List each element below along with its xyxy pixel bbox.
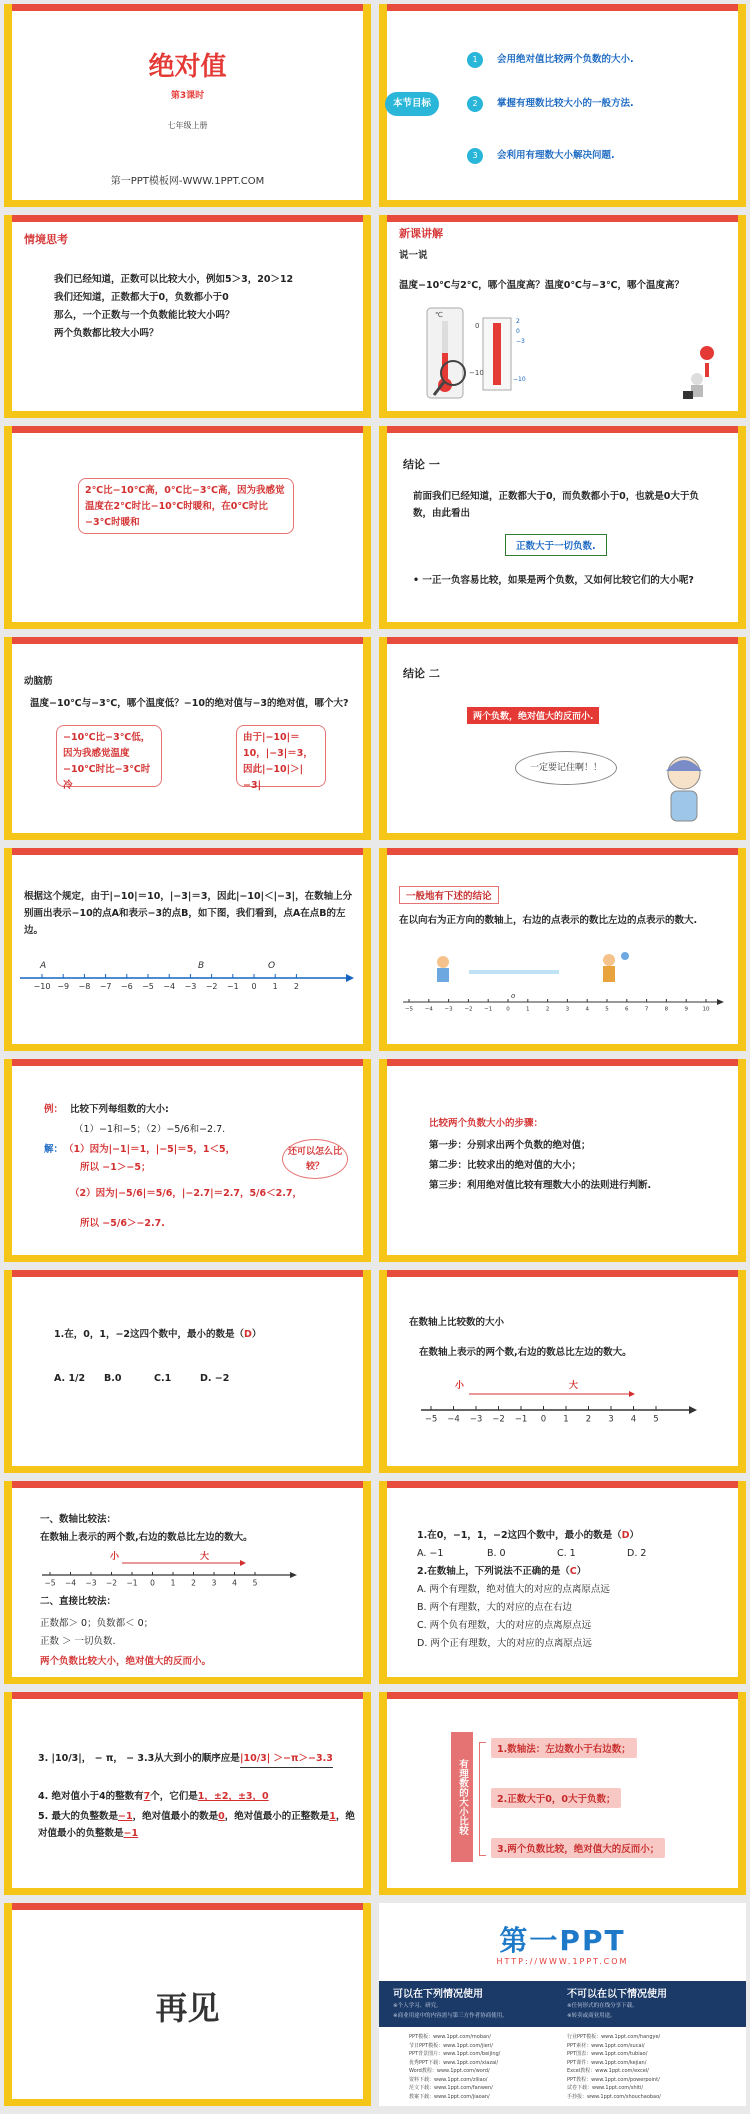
heading: 结论 二 (403, 667, 440, 680)
tick-label: 5 (653, 1414, 659, 1425)
method-text: 正数 ＞ 一切负数. (40, 1636, 116, 1647)
right-answer: 由于|−10|＝10，|−3|＝3，因此|−10|＞|−3| (236, 725, 326, 787)
slide-quiz-2[interactable] (379, 1481, 746, 1684)
can-use-item: ※商业用途中的内容需与第三方作者协商使用。 (393, 2013, 508, 2019)
tick-label: 2 (191, 1578, 196, 1588)
option[interactable]: D. 两个正有理数，大的对应的点离原点远 (417, 1638, 592, 1649)
thermo-right-label: −3 (516, 338, 525, 345)
thermometer-icon (419, 303, 529, 408)
option[interactable]: D. −2 (200, 1373, 230, 1384)
option[interactable]: A. 1/2 (54, 1373, 86, 1384)
answer: D (621, 1530, 630, 1541)
origin-label: o (511, 992, 516, 1000)
answer: −1 (118, 1811, 133, 1822)
tick-label: 1 (563, 1414, 569, 1425)
step: 第二步：比较求出的绝对值的大小； (429, 1160, 582, 1171)
line: 我们还知道，正数都大于0，负数都小于0 (54, 292, 229, 303)
can-use-item: ※个人学习、研究。 (393, 2003, 442, 2009)
left-answer: −10℃比−3℃低，因为我感觉温度−10℃时比−3℃时冷 (56, 725, 162, 787)
slide-summary[interactable] (379, 1692, 746, 1895)
tick-label: −7 (99, 982, 112, 991)
answer: −1 (123, 1828, 139, 1839)
tick-label: −4 (424, 1006, 433, 1013)
line: 两个负数都比较大小吗？ (54, 328, 159, 339)
tick-label: 5 (252, 1578, 258, 1588)
answer: 0 (218, 1811, 225, 1822)
tick-label: 9 (684, 1006, 688, 1013)
credit-link[interactable]: 教案下载：www.1ppt.com/jiaoan/ (409, 2093, 490, 2100)
slide-compare-on-line[interactable] (379, 1270, 746, 1473)
rule-tag: 两个负数，绝对值大的反而小. (467, 707, 599, 724)
slide-summary-methods[interactable] (4, 1481, 371, 1684)
option[interactable]: B. 0 (487, 1548, 506, 1559)
side-title: 有理数的大小比较 (451, 1732, 473, 1862)
heading: 情境思考 (24, 233, 68, 246)
method-heading: 二、直接比较法： (40, 1596, 117, 1607)
goal-badge: 3 (467, 148, 483, 164)
number-line (399, 992, 729, 1022)
source-text: 第一PPT模板网-WWW.1PPT.COM (110, 176, 265, 187)
text: 在数轴上表示的两个数,右边的数总比左边的数大。 (419, 1347, 632, 1358)
question: 5. 最大的负整数是−1，绝对值最小的数是0，绝对值最小的正整数是1，绝对值最小的负整数是−1 (38, 1811, 355, 1839)
slide-goodbye[interactable] (4, 1903, 371, 2106)
heading: 新课讲解 (399, 227, 443, 240)
slide-general-conclusion[interactable] (379, 848, 746, 1051)
goodbye-text: 再见 (155, 1989, 220, 2027)
number-line (419, 1376, 709, 1436)
tick-label: −2 (464, 1006, 473, 1013)
conclusion-tag: 一般地有下述的结论 (399, 886, 499, 904)
goal-badge: 2 (467, 96, 483, 112)
credit-link[interactable]: PPT素材：www.1ppt.com/sucai/ (567, 2042, 645, 2049)
tick-label: −4 (64, 1578, 77, 1588)
option[interactable]: C.1 (154, 1373, 172, 1384)
cannot-use-item: ※转卖或商业用途。 (567, 2013, 616, 2019)
lesson: 第3课时 (170, 91, 205, 101)
slide-steps[interactable] (379, 1059, 746, 1262)
tick-label: 5 (605, 1006, 609, 1013)
option[interactable]: B.0 (104, 1373, 122, 1384)
tick-label: 0 (506, 1006, 510, 1013)
tick-label: −3 (444, 1006, 453, 1013)
text: 根据这个规定，由于|−10|＝10，|−3|＝3，因此|−10|＜|−3|，在数轴上分别画出表示−10的点A和表示−3的点B，如下图，我们看到，点A在点B的左边。 (24, 891, 353, 936)
tick-label: 3 (565, 1006, 570, 1013)
slide-brainstorm[interactable] (4, 637, 371, 840)
slide-number-line-AB[interactable] (4, 848, 371, 1051)
slide-goals[interactable] (379, 4, 746, 207)
question: 4. 绝对值小于4的整数有7个，它们是1，±2，±3，0 (38, 1791, 269, 1802)
question: 温度−10℃与−3℃，哪个温度低？−10的绝对值与−3的绝对值，哪个大? (30, 698, 349, 709)
tick-label: −3 (469, 1414, 483, 1425)
slide-quiz-3[interactable] (4, 1692, 371, 1895)
heading: 比较两个负数大小的步骤： (429, 1118, 544, 1129)
question: 1.在，0，1，−2这四个数中，最小的数是（D） (54, 1329, 262, 1340)
heading: 结论 一 (403, 458, 440, 471)
boxed-conclusion: 正数大于一切负数. (505, 534, 607, 556)
credit-link[interactable]: 节日PPT模板：www.1ppt.com/jieri/ (409, 2042, 493, 2049)
option[interactable]: B. 两个有理数，大的对应的点在右边 (417, 1602, 573, 1613)
answer: 1，±2，±3，0 (197, 1791, 269, 1802)
remember-cloud: 一定要记住啊！！ (515, 751, 617, 785)
thermo-left-label: −10 (469, 369, 484, 377)
number-line (40, 1549, 300, 1593)
tick-label: 7 (644, 1006, 649, 1013)
tick-label: 1 (272, 982, 278, 991)
big-label: 大 (200, 1552, 210, 1562)
method-text: 正数都＞ 0；负数都＜ 0； (40, 1618, 154, 1629)
small-label: 小 (110, 1552, 120, 1562)
credit-link[interactable]: 行业PPT模板：www.1ppt.com/hangye/ (567, 2034, 661, 2040)
tick-label: −1 (484, 1006, 493, 1013)
links-left (409, 2033, 559, 2101)
line: 那么，一个正数与一个负数能比较大小吗？ (54, 310, 235, 321)
title: 绝对值 (148, 52, 227, 82)
tick-label: −8 (78, 982, 91, 991)
thermo-right-label: −10 (513, 376, 526, 383)
cannot-use-heading: 不可以在以下情况使用 (567, 1989, 667, 2000)
option[interactable]: C. 两个负有理数，大的对应的点离原点远 (417, 1620, 592, 1631)
slide-conclusion-1[interactable] (379, 426, 746, 629)
tick-label: −3 (85, 1578, 97, 1588)
bracket (479, 1742, 486, 1856)
thermo-left-label: 0 (475, 322, 480, 330)
tick-label: −2 (205, 982, 218, 991)
option[interactable]: A. 两个有理数，绝对值大的对应的点离原点远 (417, 1584, 610, 1595)
tick-label: −5 (404, 1006, 414, 1013)
answer-line: 所以 −5/6＞−2.7. (80, 1218, 165, 1229)
question: （1）−1和−5；（2）−5/6和−2.7. (74, 1124, 226, 1135)
slide-conclusion-2[interactable] (379, 637, 746, 840)
tick-label: 1 (170, 1578, 176, 1588)
slide-quiz-1[interactable] (4, 1270, 371, 1473)
goal-text: 会利用有理数大小解决问题. (497, 150, 615, 161)
goal-text: 掌握有理数比较大小的一般方法. (497, 98, 634, 109)
tick-label: −9 (57, 982, 70, 991)
summary-item: 1.数轴法：左边数小于右边数； (491, 1738, 637, 1758)
answer: C (569, 1566, 577, 1577)
can-use-heading: 可以在下列情况使用 (393, 1989, 483, 2000)
tick-label: −2 (492, 1414, 505, 1425)
tick-label: 0 (251, 982, 257, 991)
thermo-unit: ℃ (435, 311, 443, 319)
tick-label: −10 (33, 982, 51, 991)
credit-link[interactable]: 资料下载：www.1ppt.com/ziliao/ (409, 2076, 488, 2083)
tick-label: −5 (424, 1414, 438, 1425)
tick-label: −1 (126, 1578, 138, 1588)
point-B-label: B (198, 961, 205, 971)
credit-link[interactable]: 优秀PPT下载：www.1ppt.com/xiazai/ (409, 2059, 499, 2066)
slide-credits[interactable] (379, 1903, 746, 2106)
question: 2.在数轴上，下列说法不正确的是（C） (417, 1566, 587, 1577)
tick-label: 0 (150, 1578, 155, 1588)
logo-text: 第一PPT (499, 1924, 626, 1957)
origin-label: O (268, 961, 276, 971)
question: 1.在0，−1，1，−2这四个数中，最小的数是（D） (417, 1530, 639, 1541)
option[interactable]: D. 2 (627, 1548, 647, 1559)
tick-label: 10 (702, 1006, 710, 1013)
links-right (567, 2033, 727, 2101)
goal-badge: 1 (467, 52, 483, 68)
thermo-right-label: 0 (516, 328, 520, 335)
method-text: 在数轴上表示的两个数,右边的数总比左边的数大。 (40, 1532, 253, 1543)
credit-link[interactable]: 范文下载：www.1ppt.com/fanwen/ (409, 2085, 493, 2091)
credit-link[interactable]: 试卷下载：www.1ppt.com/shiti/ (567, 2085, 644, 2091)
answer-line: （1）因为|−1|＝1，|−5|＝5，1＜5， (64, 1144, 236, 1155)
tick-label: −6 (120, 982, 133, 991)
goal-text: 会用绝对值比较两个负数的大小. (497, 54, 634, 65)
credit-link[interactable]: Excel教程：www.1ppt.com/excel/ (567, 2068, 649, 2074)
tick-label: 8 (664, 1006, 669, 1013)
tick-label: −4 (447, 1414, 460, 1425)
credit-link[interactable]: PPT背景图片：www.1ppt.com/beijing/ (409, 2051, 501, 2057)
credit-link[interactable]: PPT课件：www.1ppt.com/kejian/ (567, 2059, 647, 2066)
credit-link[interactable]: PPT模板：www.1ppt.com/moban/ (409, 2034, 491, 2040)
tick-label: 4 (232, 1578, 237, 1588)
slide-title[interactable] (4, 4, 371, 207)
slide-warmth[interactable] (4, 426, 371, 629)
question-figure-icon (679, 343, 729, 403)
hint-cloud: 还可以怎么比较？ (282, 1139, 348, 1179)
big-label: 大 (569, 1381, 579, 1391)
answer: D (244, 1329, 252, 1340)
heading: 动脑筋 (24, 676, 53, 687)
answer-box: 2℃比−10℃高，0℃比−3℃高，因为我感觉温度在2℃时比−10℃时暖和，在0℃时比−3℃时暖和 (78, 478, 294, 534)
option[interactable]: C. 1 (557, 1548, 576, 1559)
logo-url: HTTP://WWW.1PPT.COM (496, 1957, 629, 1966)
tick-label: 3 (608, 1414, 614, 1425)
line: 我们已经知道，正数可以比较大小，例如5＞3，20＞12 (54, 274, 294, 285)
tick-label: −1 (514, 1414, 528, 1425)
question: 温度−10℃与2℃，哪个温度高？温度0℃与−3℃，哪个温度高？ (399, 280, 684, 291)
tick-label: 6 (625, 1006, 629, 1013)
thermo-right-label: 2 (516, 318, 520, 325)
text: 前面我们已经知道，正数都大于0，而负数都小于0，也就是0大于负数，由此看出 (413, 491, 699, 519)
example-label: 例： (44, 1104, 64, 1115)
tick-label: 1 (526, 1006, 530, 1013)
tick-label: 4 (630, 1414, 637, 1425)
answer: 1 (329, 1811, 336, 1822)
slide-new-lesson[interactable] (379, 215, 746, 418)
credit-link[interactable]: Word教程：www.1ppt.com/word/ (409, 2068, 490, 2074)
number-line (16, 956, 356, 1006)
slide-example[interactable] (4, 1059, 371, 1262)
summary-item: 2.正数大于0，0大于负数； (491, 1788, 621, 1808)
credit-link[interactable]: 手抄报：www.1ppt.com/shouchaobao/ (567, 2093, 661, 2100)
tick-label: −2 (105, 1578, 118, 1588)
tick-label: −3 (184, 982, 197, 991)
tick-label: 2 (545, 1006, 550, 1013)
answer: 7 (143, 1791, 151, 1802)
question: 3. |10/3|， − π， − 3.3从大到小的顺序应是 (38, 1753, 240, 1764)
credit-link[interactable]: PPT图表：www.1ppt.com/tubiao/ (567, 2051, 648, 2057)
goals-tag: 本节目标 (385, 92, 439, 116)
small-label: 小 (455, 1381, 465, 1391)
girl-icon (649, 749, 719, 829)
step: 第三步：利用绝对值比较有理数大小的法则进行判断. (429, 1180, 652, 1191)
kids-running-icon (429, 948, 719, 988)
solution-label: 解： (44, 1144, 64, 1155)
tick-label: 2 (293, 982, 299, 991)
point-A-label: A (40, 961, 47, 971)
credit-link[interactable]: PPT教程：www.1ppt.com/powerpoint/ (567, 2076, 660, 2083)
tick-label: 3 (211, 1578, 217, 1588)
heading: 在数轴上比较数的大小 (409, 1317, 505, 1328)
cannot-use-item: ※任何形式的在线分享下载。 (567, 2003, 638, 2009)
tick-label: 4 (585, 1006, 589, 1013)
tick-label: −5 (44, 1578, 56, 1588)
summary-item: 3.两个负数比较，绝对值大的反而小； (491, 1838, 665, 1858)
prompt: 比较下列每组数的大小: (70, 1104, 169, 1115)
bullet: • 一正一负容易比较，如果是两个负数，又如何比较它们的大小呢? (413, 575, 694, 586)
text: 在以向右为正方向的数轴上，右边的点表示的数比左边的点表示的数大. (399, 915, 698, 926)
answer-line: （2）因为|−5/6|＝5/6，|−2.7|＝2.7，5/6＜2.7， (70, 1188, 302, 1199)
tick-label: −1 (226, 982, 239, 991)
grade: 七年级上册 (167, 121, 208, 130)
method-rule: 两个负数比较大小，绝对值大的反而小。 (40, 1656, 212, 1667)
tick-label: 0 (540, 1414, 547, 1425)
answer: |10/3| ＞−π＞−3.3 (240, 1750, 333, 1768)
slide-think[interactable] (4, 215, 371, 418)
tick-label: 2 (585, 1414, 592, 1425)
sub-heading: 说一说 (399, 250, 428, 261)
tick-label: −5 (142, 982, 154, 991)
method-heading: 一、数轴比较法： (40, 1514, 117, 1525)
option[interactable]: A. −1 (417, 1548, 444, 1559)
answer-line: 所以 −1＞−5； (80, 1162, 151, 1173)
step: 第一步：分别求出两个负数的绝对值； (429, 1140, 591, 1151)
tick-label: −4 (163, 982, 176, 991)
